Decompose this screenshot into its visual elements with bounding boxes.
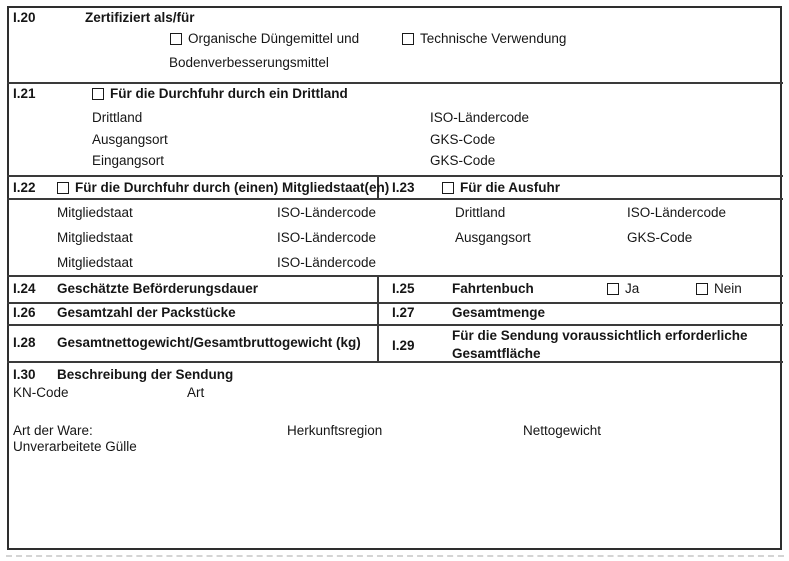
section-i22-id: I.22 — [13, 180, 36, 195]
i21-row-code: GKS-Code — [430, 153, 496, 168]
section-i30-id: I.30 — [13, 367, 36, 382]
option-fahrtenbuch-ja — [607, 280, 639, 297]
section-i27-title: Gesamtmenge — [452, 305, 546, 320]
i22-row-label: Mitgliedstaat — [57, 205, 133, 220]
i22-row-code: ISO-Ländercode — [277, 205, 377, 220]
i22-row-label: Mitgliedstaat — [57, 255, 133, 270]
divider-vertical-i24-i29 — [377, 275, 379, 363]
divider-i23-i24 — [7, 275, 783, 277]
option-durchfuhr-mitgliedstaat — [57, 179, 389, 196]
option-technische-label: Technische Verwendung — [420, 31, 567, 46]
i21-row-label: Eingangsort — [92, 153, 165, 168]
option-fahrtenbuch-nein — [696, 280, 742, 297]
option-organische-label: Organische Düngemittel und — [188, 31, 360, 46]
checkbox-durchfuhr-mitgliedstaat[interactable] — [57, 182, 69, 194]
section-i23-title: Für die Ausfuhr — [460, 180, 560, 195]
i21-row-label: Drittland — [92, 110, 143, 125]
divider-i26-i28 — [7, 324, 783, 326]
section-i30-title: Beschreibung der Sendung — [57, 367, 234, 382]
i22-row-label: Mitgliedstaat — [57, 230, 133, 245]
option-ja-label: Ja — [625, 281, 640, 296]
i23-row-code: ISO-Ländercode — [627, 205, 727, 220]
option-organische-duengemittel — [170, 30, 359, 47]
checkbox-fahrtenbuch-nein[interactable] — [696, 283, 708, 295]
section-i29-title-line1: Für die Sendung voraussichtlich erforderliche — [452, 328, 748, 343]
i21-row-code: GKS-Code — [430, 132, 496, 147]
i23-row-label: Ausgangsort — [455, 230, 531, 245]
section-i22-title: Für die Durchfuhr durch (einen) Mitgliedstaat(en) — [75, 180, 390, 195]
section-i28-title: Gesamtnettogewicht/Gesamtbruttogewicht (kg) — [57, 335, 361, 350]
section-i26-title: Gesamtzahl der Packstücke — [57, 305, 236, 320]
section-i20-title: Zertifiziert als/für — [85, 10, 195, 25]
section-i29-id: I.29 — [392, 338, 415, 353]
divider-i20-i21 — [7, 82, 783, 84]
option-organische-label-line2: Bodenverbesserungsmittel — [169, 55, 329, 70]
i23-row-label: Drittland — [455, 205, 506, 220]
checkbox-organische-duengemittel[interactable] — [170, 33, 182, 45]
checkbox-durchfuhr-drittland[interactable] — [92, 88, 104, 100]
i21-row-code: ISO-Ländercode — [430, 110, 530, 125]
divider-i28-i30 — [7, 361, 783, 363]
section-i27-id: I.27 — [392, 305, 415, 320]
section-i21-title: Für die Durchfuhr durch ein Drittland — [110, 86, 348, 101]
i22-row-code: ISO-Ländercode — [277, 230, 377, 245]
i23-row-code: GKS-Code — [627, 230, 693, 245]
page-tear-line — [6, 555, 784, 557]
section-i26-id: I.26 — [13, 305, 36, 320]
section-i24-title: Geschätzte Beförderungsdauer — [57, 281, 259, 296]
i21-row-label: Ausgangsort — [92, 132, 168, 147]
option-ausfuhr — [442, 179, 560, 196]
section-i23-id: I.23 — [392, 180, 415, 195]
section-i20-id: I.20 — [13, 10, 36, 25]
value-art-der-ware: Unverarbeitete Gülle — [13, 439, 137, 454]
section-i25-id: I.25 — [392, 281, 415, 296]
checkbox-fahrtenbuch-ja[interactable] — [607, 283, 619, 295]
option-technische-verwendung — [402, 30, 566, 47]
checkbox-ausfuhr[interactable] — [442, 182, 454, 194]
label-kn-code: KN-Code — [13, 385, 69, 400]
i22-row-code: ISO-Ländercode — [277, 255, 377, 270]
label-nettogewicht: Nettogewicht — [523, 423, 602, 438]
option-nein-label: Nein — [714, 281, 742, 296]
section-i24-id: I.24 — [13, 281, 36, 296]
divider-i22-header-bottom — [7, 198, 783, 200]
section-i21-id: I.21 — [13, 86, 36, 101]
label-art-der-ware: Art der Ware: — [13, 423, 93, 438]
label-art: Art — [187, 385, 205, 400]
section-i28-id: I.28 — [13, 335, 36, 350]
option-durchfuhr-drittland — [92, 85, 348, 102]
section-i25-title: Fahrtenbuch — [452, 281, 534, 296]
checkbox-technische-verwendung[interactable] — [402, 33, 414, 45]
label-herkunftsregion: Herkunftsregion — [287, 423, 383, 438]
section-i29-title-line2: Gesamtfläche — [452, 346, 541, 361]
divider-i21-i22 — [7, 175, 783, 177]
